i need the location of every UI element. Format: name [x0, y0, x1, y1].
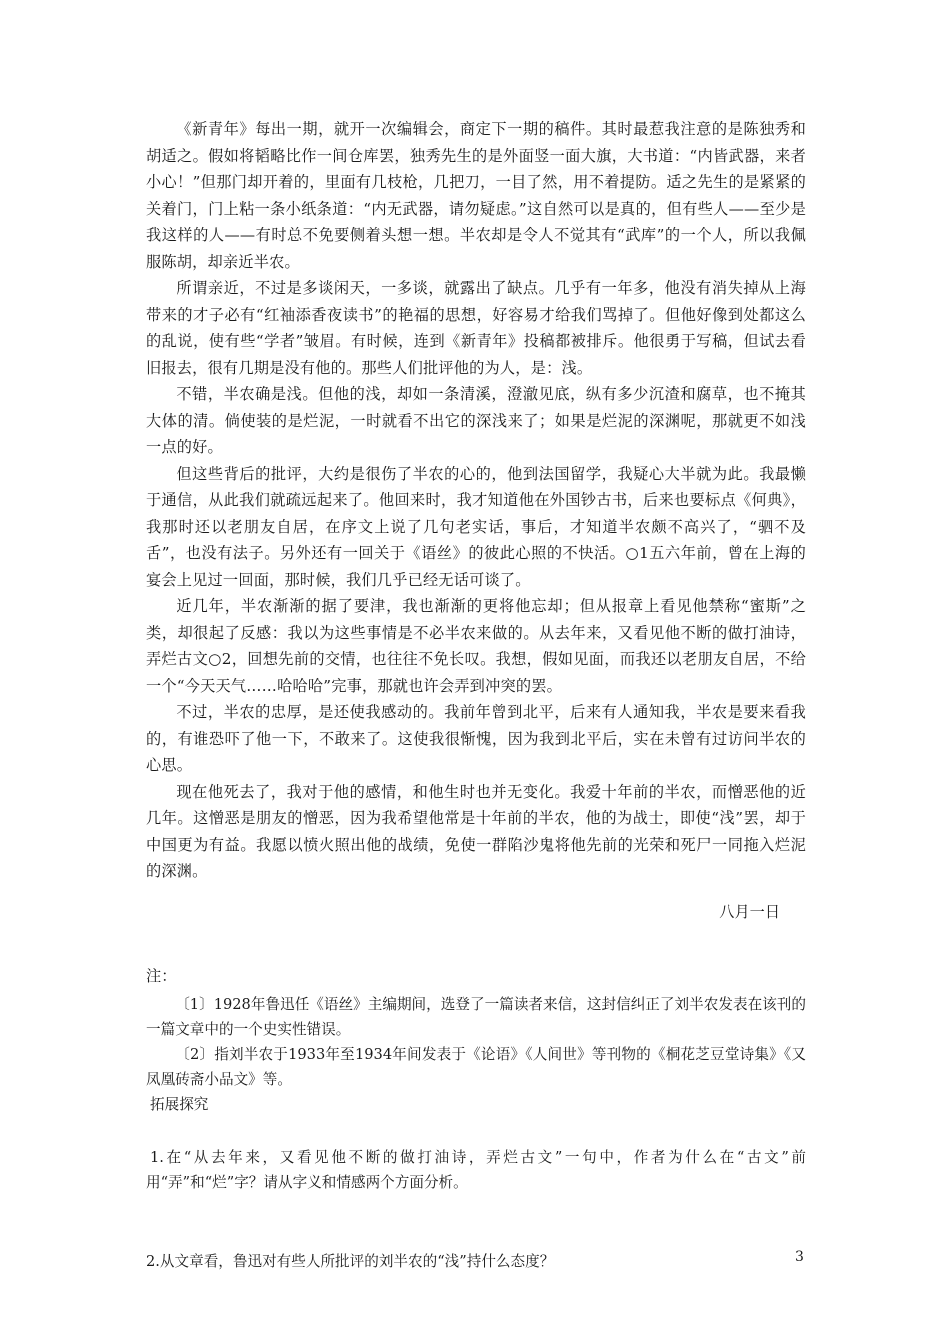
- notes-section: [146, 963, 806, 1092]
- paragraph-4: 但这些背后的批评，大约是很伤了半农的心的，他到法国留学，我疑心大半就为此。我最懒于通信，从此我们就疏远起来了。他回来时，我才知道他在外国钞古书，后来也要标点《何典》，我那时还以老朋友自居，在序文上说了几句老实话，事后，才知道半农颇不高兴了，“驷不及舌”，也没有法子。另外还有一回关于《语丝》的彼此心照的不快活。○1五六年前，曾在上海的宴会上见过一回面，那时候，我们几乎已经无话可谈了。: [146, 464, 806, 589]
- article-body: [146, 116, 806, 885]
- note-1: 〔1〕1928年鲁迅任《语丝》主编期间，选登了一篇读者来信，这封信纠正了刘半农发表在该刊的一篇文章中的一个史实性错误。: [146, 995, 806, 1038]
- paragraph-2: 所谓亲近，不过是多谈闲天，一多谈，就露出了缺点。几乎有一年多，他没有消失掉从上海带来的才子必有“红袖添香夜读书”的艳福的思想，好容易才给我们骂掉了。但他好像到处都这么的乱说，使有些“学者”皱眉。有时候，连到《新青年》投稿都被排斥。他很勇于写稿，但试去看旧报去，很有几期是没有他的。那些人们批评他的为人，是：浅。: [146, 279, 806, 377]
- paragraph-6: 不过，半农的忠厚，是还使我感动的。我前年曾到北平，后来有人通知我，半农是要来看我的，有谁恐吓了他一下，不敢来了。这使我很惭愧，因为我到北平后，实在未曾有过访问半农的心思。: [146, 703, 806, 774]
- paragraph-7: 现在他死去了，我对于他的感情，和他生时也并无变化。我爱十年前的半农，而憎恶他的近几年。这憎恶是朋友的憎恶，因为我希望他常是十年前的半农，他的为战士，即使“浅”罢，却于中国更为有益。我愿以愤火照出他的战绩，免使一群陷沙鬼将他先前的光荣和死尸一同拖入烂泥的深渊。: [146, 782, 806, 880]
- question-1: 1.在“从去年来，又看见他不断的做打油诗，弄烂古文”一句中，作者为什么在“古文”前用“弄”和“烂”字？请从字义和情感两个方面分析。: [146, 1148, 806, 1191]
- paragraph-1: 《新青年》每出一期，就开一次编辑会，商定下一期的稿件。其时最惹我注意的是陈独秀和胡适之。假如将韬略比作一间仓库罢，独秀先生的是外面竖一面大旗，大书道：“内皆武器，来者小心！”但那门却开着的，里面有几枝枪，几把刀，一目了然，用不着提防。适之先生的是紧紧的关着门，门上粘一条小纸条道：“内无武器，请勿疑虑。”这自然可以是真的，但有些人——至少是我这样的人——有时总不免要侧着头想一想。半农却是令人不觉其有“武库”的一个人，所以我佩服陈胡，却亲近半农。: [146, 120, 806, 271]
- question-2: 2.从文章看，鲁迅对有些人所批评的刘半农的“浅”持什么态度？: [146, 1252, 555, 1270]
- paragraph-5: 近几年，半农渐渐的据了要津，我也渐渐的更将他忘却；但从报章上看见他禁称“蜜斯”之类，却很起了反感：我以为这些事情是不必半农来做的。从去年来，又看见他不断的做打油诗，弄烂古文○2，回想先前的交情，也往往不免长叹。我想，假如见面，而我还以老朋友自居，不给一个“今天天气……哈哈哈”完事，那就也许会弄到冲突的罢。: [146, 597, 806, 695]
- article-date: 八月一日: [719, 902, 780, 921]
- paragraph-3: 不错，半农确是浅。但他的浅，却如一条清溪，澄澈见底，纵有多少沉渣和腐草，也不掩其大体的清。倘使装的是烂泥，一时就看不出它的深浅来了；如果是烂泥的深渊呢，那就更不如浅一点的好。: [146, 385, 806, 456]
- notes-heading: 注：: [146, 967, 177, 985]
- page-number: 3: [795, 1249, 804, 1265]
- extension-heading: 拓展探究: [150, 1095, 209, 1113]
- note-2: 〔2〕指刘半农于1933年至1934年间发表于《论语》《人间世》等刊物的《桐花芝豆堂诗集》《又凤凰砖斋小品文》等。: [146, 1045, 806, 1088]
- extension-section: [146, 1092, 806, 1274]
- document-page: [146, 116, 806, 1274]
